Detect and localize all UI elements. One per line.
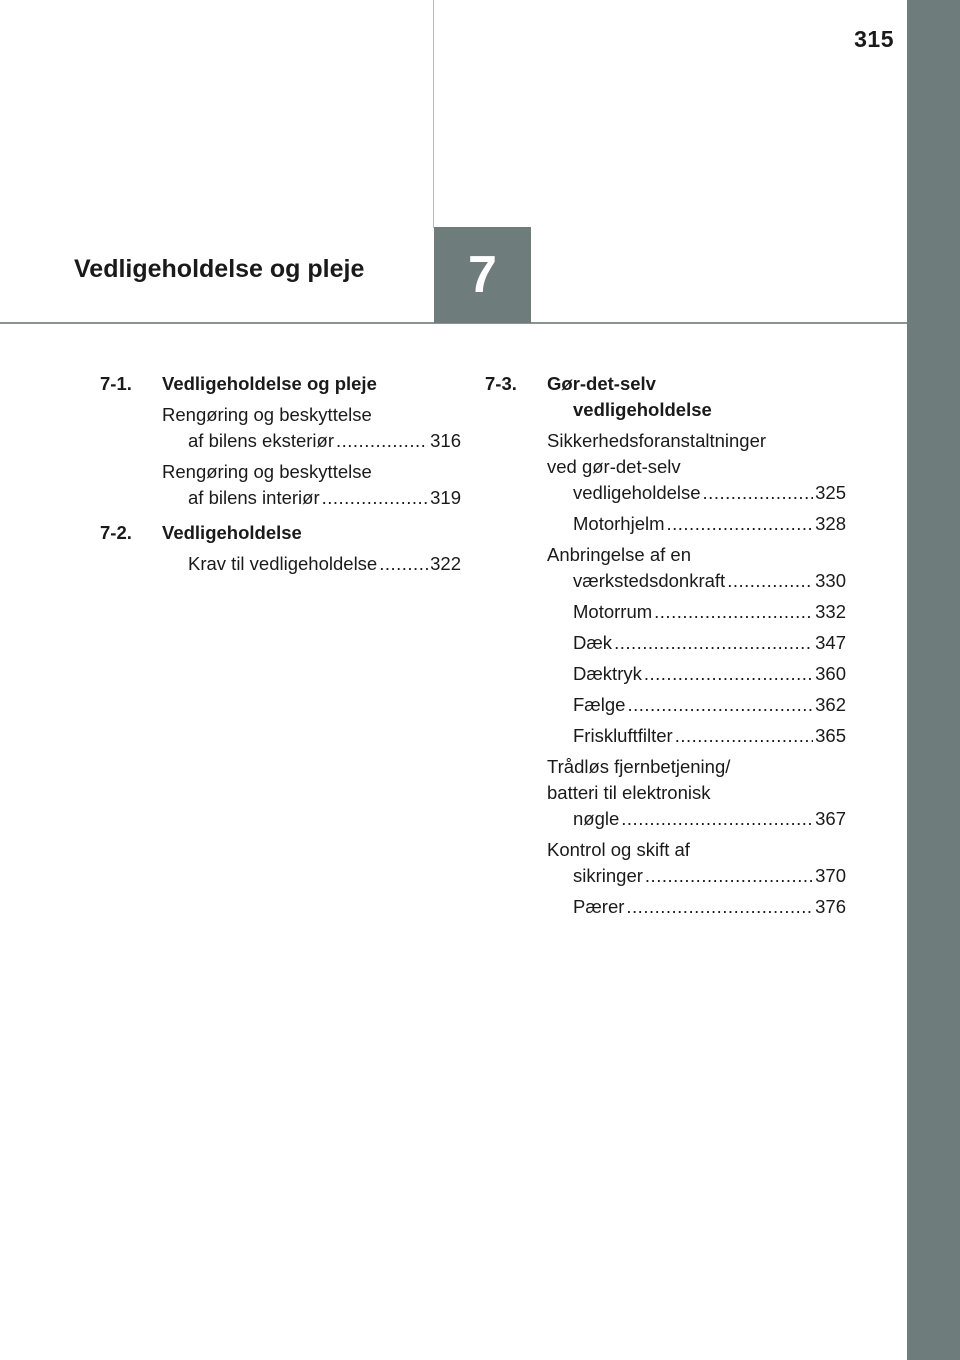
- toc-entry[interactable]: [547, 661, 846, 687]
- dot-leader: [621, 806, 813, 832]
- toc-entry[interactable]: [547, 754, 846, 832]
- entry-page: 328: [815, 513, 846, 534]
- toc-entry[interactable]: [547, 692, 846, 718]
- entry-page: 367: [815, 808, 846, 829]
- chapter-title: Vedligeholdelse og pleje: [74, 255, 365, 283]
- entry-text: Friskluftfilter: [573, 725, 673, 746]
- entry-text: vedligeholdelse: [573, 482, 701, 503]
- entry-page: 376: [815, 896, 846, 917]
- entry-text: Kontrol og skift af: [547, 839, 690, 860]
- entry-text: Fælge: [573, 694, 626, 715]
- entry-page: 360: [815, 663, 846, 684]
- entry-page: 365: [815, 725, 846, 746]
- entry-text: Anbringelse af en: [547, 544, 691, 565]
- toc-entry[interactable]: [547, 428, 846, 506]
- entry-text: Motorrum: [573, 601, 653, 622]
- toc-entry[interactable]: [547, 511, 846, 537]
- section-number: 7-1.: [100, 373, 132, 394]
- entry-page: 347: [815, 632, 846, 653]
- entry-page: 316: [430, 430, 461, 451]
- dot-leader: [336, 428, 428, 454]
- entry-page: 362: [815, 694, 846, 715]
- toc-entry[interactable]: [547, 894, 846, 920]
- toc-right-column: [485, 371, 846, 925]
- entry-text: Dæktryk: [573, 663, 642, 684]
- toc-entry[interactable]: [162, 402, 461, 454]
- toc-entry[interactable]: [547, 542, 846, 594]
- dot-leader: [644, 661, 813, 687]
- entry-leader-line: [188, 428, 461, 454]
- entry-leader-line: [573, 511, 846, 537]
- toc-entry[interactable]: [162, 459, 461, 511]
- entry-leader-line: [188, 485, 461, 511]
- dot-leader: [322, 485, 429, 511]
- entry-leader-line: [573, 630, 846, 656]
- section-number: 7-3.: [485, 373, 517, 394]
- entry-leader-line: [573, 806, 846, 832]
- chapter-sidebar: [907, 0, 960, 1360]
- toc-entry[interactable]: [162, 551, 461, 577]
- header-divider-vertical: [433, 0, 434, 228]
- dot-leader: [379, 551, 428, 577]
- entry-page: 332: [815, 601, 846, 622]
- chapter-number-tab: 7: [434, 227, 531, 323]
- section-title-line: Gør-det-selv: [547, 373, 656, 394]
- dot-leader: [645, 863, 813, 889]
- entry-text: Rengøring og beskyttelse: [162, 461, 372, 482]
- entry-leader-line: [573, 480, 846, 506]
- entry-leader-line: [573, 894, 846, 920]
- entry-text: Krav til vedligeholdelse: [188, 553, 378, 574]
- entry-page: 322: [430, 553, 461, 574]
- toc-entry[interactable]: [547, 630, 846, 656]
- section-number: 7-2.: [100, 522, 132, 543]
- toc-section-heading[interactable]: [100, 371, 461, 397]
- entry-leader-line: [573, 568, 846, 594]
- dot-leader: [626, 894, 813, 920]
- toc-entry[interactable]: [547, 723, 846, 749]
- section-title-line: vedligeholdelse: [573, 399, 712, 420]
- entry-text: Motorhjelm: [573, 513, 665, 534]
- section-title: Vedligeholdelse: [162, 522, 302, 543]
- entry-page: 325: [815, 482, 846, 503]
- entry-leader-line: [573, 599, 846, 625]
- entry-text: af bilens eksteriør: [188, 430, 334, 451]
- entry-leader-line: [573, 661, 846, 687]
- entry-text: sikringer: [573, 865, 643, 886]
- toc-section-heading[interactable]: [100, 520, 461, 546]
- entry-text: Rengøring og beskyttelse: [162, 404, 372, 425]
- entry-text: ved gør-det-selv: [547, 456, 681, 477]
- entry-page: 330: [815, 570, 846, 591]
- entry-text: nøgle: [573, 808, 620, 829]
- toc-section-heading[interactable]: [485, 371, 846, 423]
- entry-page: 319: [430, 487, 461, 508]
- entry-leader-line: [573, 723, 846, 749]
- entry-leader-line: [573, 692, 846, 718]
- entry-text: af bilens interiør: [188, 487, 320, 508]
- entry-text: Dæk: [573, 632, 613, 653]
- toc-entry[interactable]: [547, 837, 846, 889]
- entry-text: værkstedsdonkraft: [573, 570, 726, 591]
- entry-text: Trådløs fjernbetjening/: [547, 756, 731, 777]
- dot-leader: [727, 568, 813, 594]
- page-number: 315: [854, 26, 894, 52]
- entry-leader-line: [573, 863, 846, 889]
- dot-leader: [627, 692, 813, 718]
- dot-leader: [703, 480, 814, 506]
- section-title: Vedligeholdelse og pleje: [162, 373, 377, 394]
- entry-text: batteri til elektronisk: [547, 782, 711, 803]
- entry-page: 370: [815, 865, 846, 886]
- entry-text: Sikkerhedsforanstaltninger: [547, 430, 767, 451]
- entry-leader-line: [188, 551, 461, 577]
- dot-leader: [675, 723, 813, 749]
- section-title: [547, 371, 846, 423]
- dot-leader: [667, 511, 814, 537]
- entry-text: Pærer: [573, 896, 625, 917]
- dot-leader: [654, 599, 813, 625]
- toc-left-column: [100, 371, 461, 582]
- toc-entry[interactable]: [547, 599, 846, 625]
- dot-leader: [614, 630, 813, 656]
